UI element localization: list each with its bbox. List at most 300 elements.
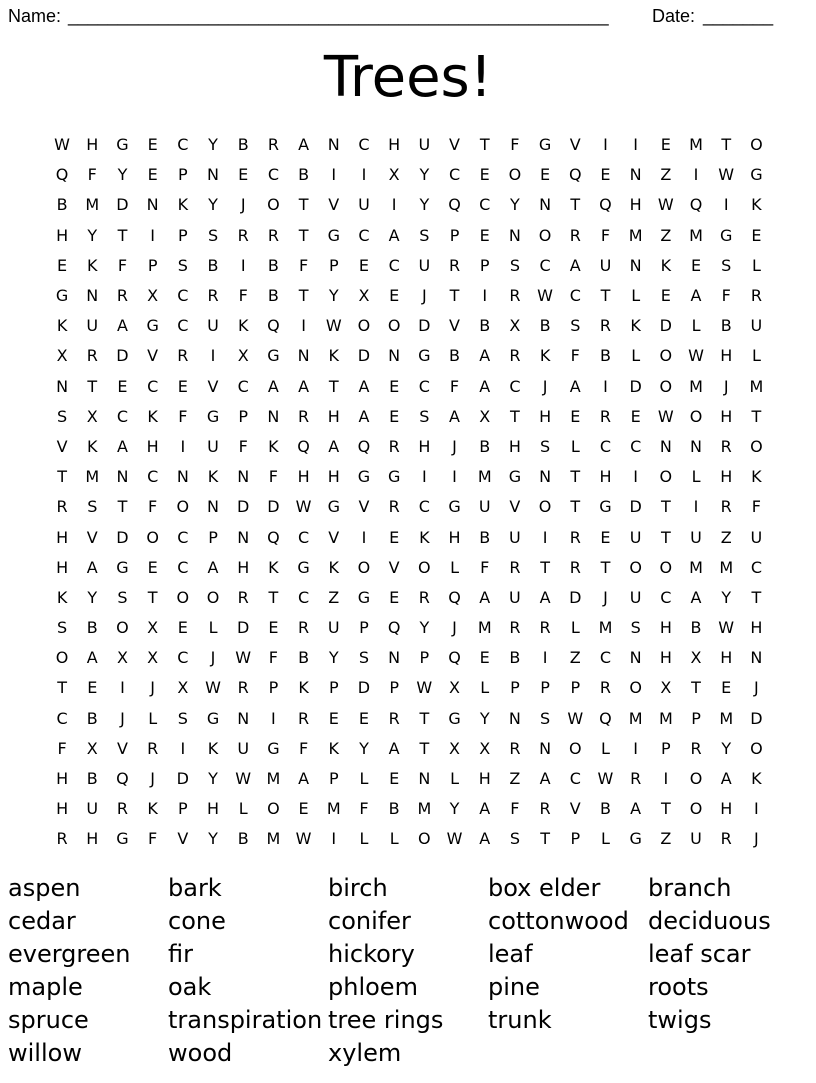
grid-letter[interactable]: M [266, 829, 281, 849]
grid-letter[interactable]: I [482, 286, 488, 306]
grid-letter[interactable]: F [178, 406, 188, 426]
grid-letter[interactable]: I [120, 678, 125, 698]
grid-letter[interactable]: N [750, 648, 763, 668]
name-field[interactable]: ______________________________________________________ [68, 6, 609, 26]
grid-letter[interactable]: W [235, 769, 252, 789]
grid-letter[interactable]: Q [116, 769, 129, 789]
grid-letter[interactable]: B [86, 769, 98, 789]
grid-letter[interactable]: I [150, 225, 156, 245]
grid-letter[interactable]: C [177, 648, 189, 668]
grid-letter[interactable]: H [539, 406, 552, 426]
grid-letter[interactable]: E [358, 708, 370, 728]
grid-letter[interactable]: B [298, 648, 310, 668]
grid-letter[interactable]: E [117, 376, 128, 396]
grid-letter[interactable]: E [147, 135, 158, 155]
grid-letter[interactable]: C [147, 376, 159, 396]
grid-letter[interactable]: H [659, 648, 672, 668]
grid-letter[interactable]: C [509, 376, 521, 396]
grid-letter[interactable]: A [298, 376, 310, 396]
grid-letter[interactable]: M [628, 708, 643, 728]
grid-letter[interactable]: P [208, 527, 218, 547]
grid-letter[interactable]: Y [328, 648, 339, 668]
grid-letter[interactable]: H [327, 406, 340, 426]
grid-letter[interactable]: H [86, 829, 99, 849]
grid-letter[interactable]: X [479, 406, 491, 426]
grid-letter[interactable]: O [176, 587, 190, 607]
grid-letter[interactable]: U [750, 316, 763, 336]
grid-letter[interactable]: U [599, 255, 612, 275]
grid-letter[interactable]: G [599, 497, 612, 517]
grid-letter[interactable]: Z [660, 225, 672, 245]
grid-letter[interactable]: R [509, 618, 521, 638]
grid-letter[interactable]: N [388, 648, 401, 668]
grid-letter[interactable]: T [298, 195, 309, 215]
grid-letter[interactable]: F [751, 497, 761, 517]
grid-letter[interactable]: A [569, 255, 581, 275]
grid-letter[interactable]: R [599, 678, 612, 698]
grid-letter[interactable]: I [723, 195, 729, 215]
grid-letter[interactable]: E [389, 527, 400, 547]
grid-letter[interactable]: C [569, 769, 581, 789]
grid-letter[interactable]: G [327, 497, 340, 517]
grid-letter[interactable]: N [388, 346, 401, 366]
grid-letter[interactable]: V [56, 436, 68, 456]
grid-letter[interactable]: Y [208, 769, 218, 789]
grid-letter[interactable]: F [57, 738, 67, 758]
grid-letter[interactable]: U [478, 497, 491, 517]
grid-letter[interactable]: L [450, 557, 459, 577]
grid-letter[interactable]: I [603, 135, 608, 155]
grid-letter[interactable]: Q [689, 195, 703, 215]
grid-letter[interactable]: W [235, 648, 252, 668]
grid-letter[interactable]: H [388, 135, 401, 155]
grid-letter[interactable]: I [240, 255, 246, 275]
grid-letter[interactable]: R [599, 406, 612, 426]
grid-letter[interactable]: A [86, 648, 98, 668]
grid-letter[interactable]: C [56, 708, 68, 728]
grid-letter[interactable]: W [718, 618, 735, 638]
grid-letter[interactable]: R [237, 225, 249, 245]
grid-letter[interactable]: G [116, 829, 129, 849]
grid-letter[interactable]: R [267, 225, 279, 245]
grid-letter[interactable]: G [448, 708, 461, 728]
grid-letter[interactable]: Y [419, 618, 430, 638]
grid-letter[interactable]: E [721, 678, 732, 698]
grid-letter[interactable]: L [631, 346, 641, 366]
grid-letter[interactable]: N [237, 708, 250, 728]
grid-letter[interactable]: N [539, 467, 552, 487]
grid-letter[interactable]: B [237, 829, 249, 849]
grid-letter[interactable]: K [268, 557, 279, 577]
grid-letter[interactable]: Y [208, 135, 218, 155]
grid-letter[interactable]: N [418, 769, 431, 789]
grid-letter[interactable]: N [629, 255, 642, 275]
grid-letter[interactable]: X [237, 346, 249, 366]
grid-letter[interactable]: H [207, 799, 220, 819]
grid-letter[interactable]: H [56, 225, 69, 245]
grid-letter[interactable]: M [628, 225, 643, 245]
grid-letter[interactable]: M [326, 799, 341, 819]
grid-letter[interactable]: R [720, 829, 732, 849]
grid-letter[interactable]: Y [117, 165, 128, 185]
grid-letter[interactable]: D [357, 346, 371, 366]
grid-letter[interactable]: T [298, 225, 309, 245]
grid-letter[interactable]: P [328, 769, 339, 789]
grid-letter[interactable]: D [357, 678, 371, 698]
grid-letter[interactable]: O [267, 799, 280, 819]
grid-letter[interactable]: T [479, 135, 490, 155]
grid-letter[interactable]: U [629, 587, 642, 607]
grid-letter[interactable]: O [387, 316, 401, 336]
grid-letter[interactable]: H [750, 618, 763, 638]
grid-letter[interactable]: K [56, 316, 68, 336]
grid-letter[interactable]: P [540, 678, 550, 698]
grid-letter[interactable]: U [690, 829, 702, 849]
grid-letter[interactable]: H [418, 436, 431, 456]
grid-letter[interactable]: Y [510, 195, 520, 215]
grid-letter[interactable]: K [56, 587, 68, 607]
grid-letter[interactable]: S [419, 225, 430, 245]
grid-letter[interactable]: L [691, 467, 701, 487]
grid-letter[interactable]: I [421, 467, 427, 487]
grid-letter[interactable]: U [690, 527, 702, 547]
grid-letter[interactable]: A [116, 316, 128, 336]
grid-letter[interactable]: T [721, 135, 732, 155]
grid-letter[interactable]: T [570, 467, 581, 487]
grid-letter[interactable]: R [177, 346, 189, 366]
grid-letter[interactable]: A [358, 406, 370, 426]
grid-letter[interactable]: X [147, 286, 159, 306]
grid-letter[interactable]: J [150, 678, 156, 698]
grid-letter[interactable]: C [358, 135, 370, 155]
grid-letter[interactable]: T [540, 829, 550, 849]
grid-letter[interactable]: A [449, 406, 460, 426]
grid-letter[interactable]: P [661, 738, 671, 758]
grid-letter[interactable]: F [268, 467, 278, 487]
grid-letter[interactable]: G [418, 346, 431, 366]
grid-letter[interactable]: T [268, 587, 279, 607]
grid-letter[interactable]: E [600, 165, 611, 185]
grid-letter[interactable]: Y [359, 738, 369, 758]
grid-letter[interactable]: S [509, 829, 520, 849]
grid-letter[interactable]: V [177, 829, 189, 849]
grid-letter[interactable]: R [720, 436, 732, 456]
grid-letter[interactable]: S [419, 406, 430, 426]
grid-letter[interactable]: K [328, 346, 340, 366]
grid-letter[interactable]: S [177, 255, 188, 275]
grid-letter[interactable]: H [297, 467, 310, 487]
grid-letter[interactable]: C [599, 436, 612, 456]
grid-letter[interactable]: I [391, 195, 397, 215]
grid-letter[interactable]: L [691, 316, 701, 336]
grid-letter[interactable]: R [207, 286, 219, 306]
grid-letter[interactable]: K [630, 316, 641, 336]
grid-letter[interactable]: X [509, 316, 521, 336]
grid-letter[interactable]: H [720, 346, 733, 366]
grid-letter[interactable]: K [751, 769, 762, 789]
grid-letter[interactable]: R [509, 286, 521, 306]
grid-letter[interactable]: M [266, 769, 281, 789]
grid-letter[interactable]: F [570, 346, 580, 366]
grid-letter[interactable]: E [358, 255, 370, 275]
grid-letter[interactable]: K [237, 316, 249, 336]
grid-letter[interactable]: E [660, 135, 671, 155]
grid-letter[interactable]: D [116, 195, 129, 215]
grid-letter[interactable]: C [116, 406, 129, 426]
grid-letter[interactable]: L [450, 769, 459, 789]
grid-letter[interactable]: A [479, 799, 491, 819]
grid-letter[interactable]: G [297, 557, 310, 577]
grid-letter[interactable]: V [358, 497, 370, 517]
grid-letter[interactable]: I [331, 165, 337, 185]
grid-letter[interactable]: B [267, 286, 279, 306]
grid-letter[interactable]: H [478, 769, 491, 789]
grid-letter[interactable]: F [238, 436, 248, 456]
grid-letter[interactable]: N [176, 467, 189, 487]
grid-letter[interactable]: W [416, 678, 433, 698]
grid-letter[interactable]: K [751, 195, 762, 215]
grid-letter[interactable]: I [180, 738, 186, 758]
grid-letter[interactable]: V [86, 527, 98, 547]
grid-letter[interactable]: C [750, 557, 762, 577]
grid-letter[interactable]: K [751, 467, 762, 487]
grid-letter[interactable]: X [660, 678, 672, 698]
grid-letter[interactable]: K [87, 255, 98, 275]
grid-letter[interactable]: H [659, 618, 672, 638]
grid-letter[interactable]: A [86, 557, 98, 577]
grid-letter[interactable]: J [120, 708, 125, 728]
grid-letter[interactable]: E [238, 165, 249, 185]
grid-letter[interactable]: X [147, 648, 159, 668]
grid-letter[interactable]: O [418, 557, 431, 577]
grid-letter[interactable]: R [56, 829, 68, 849]
grid-letter[interactable]: M [85, 467, 100, 487]
grid-letter[interactable]: T [660, 497, 671, 517]
grid-letter[interactable]: E [479, 225, 490, 245]
grid-letter[interactable]: A [690, 587, 702, 607]
grid-letter[interactable]: V [147, 346, 159, 366]
grid-letter[interactable]: G [206, 406, 220, 426]
grid-letter[interactable]: R [388, 708, 400, 728]
grid-letter[interactable]: X [479, 738, 491, 758]
grid-letter[interactable]: T [540, 557, 550, 577]
grid-letter[interactable]: L [148, 708, 158, 728]
grid-letter[interactable]: L [570, 436, 580, 456]
grid-letter[interactable]: K [87, 436, 98, 456]
grid-letter[interactable]: C [539, 255, 551, 275]
grid-letter[interactable]: M [689, 376, 703, 396]
grid-letter[interactable]: P [419, 648, 430, 668]
grid-letter[interactable]: C [298, 587, 310, 607]
grid-letter[interactable]: L [631, 286, 641, 306]
grid-letter[interactable]: R [388, 436, 400, 456]
grid-letter[interactable]: T [660, 799, 671, 819]
grid-letter[interactable]: F [148, 829, 158, 849]
grid-letter[interactable]: Y [721, 587, 732, 607]
grid-letter[interactable]: Z [328, 587, 340, 607]
grid-letter[interactable]: P [268, 678, 279, 698]
grid-letter[interactable]: H [720, 467, 733, 487]
grid-letter[interactable]: R [509, 557, 521, 577]
grid-letter[interactable]: F [449, 376, 460, 396]
grid-letter[interactable]: B [86, 618, 98, 638]
word-search-grid[interactable] [47, 130, 772, 855]
grid-letter[interactable]: A [298, 135, 310, 155]
grid-letter[interactable]: B [599, 346, 611, 366]
grid-letter[interactable]: Q [267, 527, 280, 547]
grid-letter[interactable]: X [388, 165, 400, 185]
grid-letter[interactable]: A [479, 587, 491, 607]
grid-letter[interactable]: X [449, 738, 461, 758]
grid-letter[interactable]: D [750, 708, 763, 728]
grid-letter[interactable]: Z [660, 829, 672, 849]
grid-letter[interactable]: K [328, 738, 340, 758]
grid-letter[interactable]: L [389, 829, 399, 849]
grid-letter[interactable]: S [509, 255, 520, 275]
grid-letter[interactable]: E [630, 406, 641, 426]
grid-letter[interactable]: K [147, 406, 158, 426]
grid-letter[interactable]: C [569, 286, 581, 306]
grid-letter[interactable]: I [180, 436, 186, 456]
grid-letter[interactable]: C [630, 436, 642, 456]
grid-letter[interactable]: U [358, 195, 370, 215]
grid-letter[interactable]: W [205, 678, 221, 698]
grid-letter[interactable]: K [268, 436, 279, 456]
grid-letter[interactable]: O [538, 225, 552, 245]
grid-letter[interactable]: Y [208, 829, 218, 849]
grid-letter[interactable]: F [117, 255, 128, 275]
grid-letter[interactable]: T [600, 286, 611, 306]
grid-letter[interactable]: E [479, 165, 490, 185]
grid-letter[interactable]: A [720, 769, 732, 789]
grid-letter[interactable]: B [509, 648, 521, 668]
grid-letter[interactable]: H [56, 799, 69, 819]
grid-letter[interactable]: U [418, 135, 431, 155]
grid-letter[interactable]: D [418, 316, 431, 336]
grid-letter[interactable]: I [542, 527, 548, 547]
grid-letter[interactable]: Q [297, 436, 310, 456]
grid-letter[interactable]: R [720, 497, 732, 517]
grid-letter[interactable]: B [479, 436, 491, 456]
grid-letter[interactable]: Q [55, 165, 69, 185]
grid-letter[interactable]: G [508, 467, 522, 487]
grid-letter[interactable]: E [57, 255, 68, 275]
grid-letter[interactable]: G [720, 225, 733, 245]
grid-letter[interactable]: H [327, 467, 340, 487]
grid-letter[interactable]: W [718, 165, 735, 185]
grid-letter[interactable]: N [56, 376, 69, 396]
grid-letter[interactable]: K [207, 467, 219, 487]
grid-letter[interactable]: F [238, 286, 248, 306]
grid-letter[interactable]: O [418, 829, 431, 849]
grid-letter[interactable]: X [690, 648, 702, 668]
grid-letter[interactable]: O [689, 799, 703, 819]
grid-letter[interactable]: A [539, 587, 551, 607]
grid-letter[interactable]: P [178, 165, 188, 185]
grid-letter[interactable]: H [448, 527, 461, 547]
grid-letter[interactable]: G [357, 467, 371, 487]
grid-letter[interactable]: S [57, 406, 68, 426]
grid-letter[interactable]: C [298, 527, 310, 547]
grid-letter[interactable]: A [328, 436, 340, 456]
grid-letter[interactable]: N [690, 436, 703, 456]
grid-letter[interactable]: I [301, 316, 306, 336]
grid-letter[interactable]: O [629, 557, 642, 577]
grid-letter[interactable]: W [657, 406, 674, 426]
grid-letter[interactable]: R [569, 557, 581, 577]
grid-letter[interactable]: W [325, 316, 342, 336]
grid-letter[interactable]: O [659, 376, 673, 396]
grid-letter[interactable]: G [448, 497, 461, 517]
grid-letter[interactable]: O [206, 587, 220, 607]
grid-letter[interactable]: E [328, 708, 339, 728]
grid-letter[interactable]: M [477, 467, 492, 487]
grid-letter[interactable]: R [237, 587, 249, 607]
grid-letter[interactable]: I [271, 708, 276, 728]
grid-letter[interactable]: N [539, 738, 552, 758]
grid-letter[interactable]: C [448, 165, 461, 185]
grid-letter[interactable]: I [603, 376, 608, 396]
grid-letter[interactable]: W [567, 708, 584, 728]
grid-letter[interactable]: E [177, 376, 188, 396]
grid-letter[interactable]: B [479, 316, 491, 336]
grid-letter[interactable]: H [146, 436, 159, 456]
grid-letter[interactable]: E [600, 527, 611, 547]
grid-letter[interactable]: T [57, 678, 67, 698]
grid-letter[interactable]: Q [448, 195, 461, 215]
grid-letter[interactable]: S [207, 225, 219, 245]
grid-letter[interactable]: D [176, 769, 189, 789]
grid-letter[interactable]: U [750, 527, 763, 547]
grid-letter[interactable]: R [116, 799, 129, 819]
grid-letter[interactable]: X [358, 286, 370, 306]
grid-letter[interactable]: T [751, 587, 762, 607]
grid-letter[interactable]: G [206, 708, 220, 728]
grid-letter[interactable]: L [359, 829, 369, 849]
grid-letter[interactable]: P [147, 255, 158, 275]
grid-letter[interactable]: A [569, 376, 581, 396]
grid-letter[interactable]: D [659, 316, 672, 336]
grid-letter[interactable]: V [449, 316, 460, 336]
grid-letter[interactable]: U [509, 527, 521, 547]
grid-letter[interactable]: O [750, 738, 763, 758]
grid-letter[interactable]: Q [448, 587, 461, 607]
grid-letter[interactable]: W [688, 346, 704, 366]
grid-letter[interactable]: E [87, 678, 98, 698]
grid-letter[interactable]: N [146, 195, 159, 215]
grid-letter[interactable]: K [298, 678, 309, 698]
grid-letter[interactable]: X [177, 678, 189, 698]
grid-letter[interactable]: C [418, 376, 430, 396]
grid-letter[interactable]: S [721, 255, 732, 275]
grid-letter[interactable]: K [147, 799, 158, 819]
grid-letter[interactable]: R [86, 346, 98, 366]
grid-letter[interactable]: G [55, 286, 69, 306]
grid-letter[interactable]: A [207, 557, 219, 577]
grid-letter[interactable]: W [446, 829, 463, 849]
date-field[interactable]: _______ [703, 6, 774, 26]
grid-letter[interactable]: O [750, 135, 763, 155]
grid-letter[interactable]: H [508, 436, 521, 456]
grid-letter[interactable]: B [539, 316, 551, 336]
grid-letter[interactable]: I [331, 829, 337, 849]
grid-letter[interactable]: G [538, 135, 552, 155]
grid-letter[interactable]: W [295, 829, 312, 849]
grid-letter[interactable]: F [510, 799, 520, 819]
grid-letter[interactable]: F [721, 286, 731, 306]
grid-letter[interactable]: C [147, 467, 159, 487]
grid-letter[interactable]: H [56, 557, 69, 577]
